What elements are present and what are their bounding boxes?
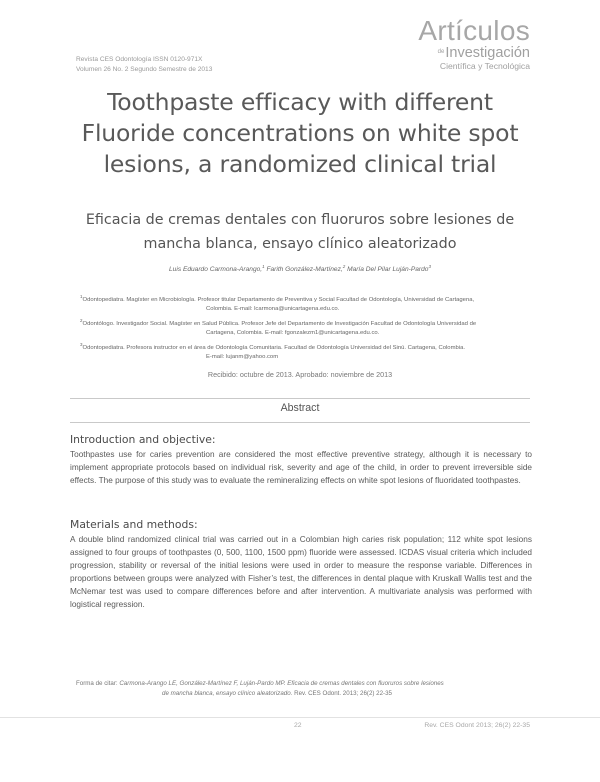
abstract-heading: Abstract <box>280 402 320 414</box>
author-mark: 1 <box>262 264 265 269</box>
title-line: lesions, a randomized clinical trial <box>103 150 497 178</box>
author-mark: 3 <box>428 264 431 269</box>
affiliation-email: E-mail: lujanm@yahoo.com <box>206 354 279 361</box>
journal-issn: Revista CES Odontología ISSN 0120-971X <box>76 56 203 63</box>
journal-info <box>76 55 212 75</box>
received-dates: Recibido: octubre de 2013. Aprobado: noviembre de 2013 <box>207 370 393 379</box>
citation-source: Rev. CES Odont. 2013; 26(2) 22-35 <box>292 689 393 697</box>
methods-heading: Materials and methods: <box>70 518 198 531</box>
affiliations <box>80 292 530 364</box>
brand-investigacion <box>418 45 530 60</box>
affiliation-text: Odontopediatra. Profesora instructor en el área de Odontología Comunitaria. Facultad de Odontología Universidad del Sinú. Cartagena, Colombia. <box>82 344 465 351</box>
author-mark: 2 <box>342 264 346 269</box>
affiliation-text: Odontopediatra. Magíster en Microbiología. Profesor titular Departamento de Preventiva y Social Facultad de Odontología, Universidad de Cartagena, <box>82 296 475 303</box>
methods-body: A double blind randomized clinical trial was carried out in a Colombian high caries risk population; 112 white spot lesions assigned to four groups of toothpastes (0, 500, 1100, 1500 ppm) fluoride were assessed. ICDAS visual criteria which included progression, stability or reversal of the initial lesions were used in order to measure the response variable. Differences in proportions between groups were analyzed with Fisher’s test, the differences in dental plaque with Kruskall Wallis test and the McNemar test was used to compare differences before and after intervention. A multivariate analysis was performed with logistical regression. <box>70 535 532 609</box>
citation-label: Forma de citar: <box>76 680 118 687</box>
title-line: Toothpaste efficacy with different <box>107 88 493 116</box>
citation-authors: Carmona-Arango LE, González-Martínez F, Luján-Pardo MP. Eficacia de cremas dentales con fluoruros sobre lesiones <box>119 680 444 687</box>
subtitle-line: mancha blanca, ensayo clínico aleatorizado <box>143 236 457 252</box>
affiliation <box>80 292 530 315</box>
footer-reference: Rev. CES Odont 2013; 26(2) 22-35 <box>424 722 530 729</box>
affiliation-email: Colombia. E-mail: lcarmona@unicartagena.edu.co. <box>206 306 340 313</box>
brand-articulos: Artículos <box>418 15 530 46</box>
abstract-rule-bottom <box>70 422 530 423</box>
article-title <box>60 87 540 180</box>
intro-body: Toothpastes use for caries prevention are considered the most effective preventive strategy, although it is necessary to implement appropriate protocols based on individual risk, severity and age of the child, in order to prevent irreversible side effects. The purpose of this study was to evaluate the remineralizing effects on white spot lesions of fluoridated toothpastes. <box>70 450 532 485</box>
citation-title: de mancha blanca, ensayo clínico aleatorizado. <box>162 689 293 697</box>
author-list <box>60 264 540 273</box>
intro-heading: Introduction and objective: <box>70 433 216 446</box>
page-number: 22 <box>294 722 302 729</box>
affiliation-text: Odontólogo. Investigador Social. Magíster en Salud Pública. Profesor Jefe del Departamento de Investigación Facultad de Odontología Universidad de <box>82 320 477 327</box>
brand-investigacion-text: Investigación <box>445 45 530 61</box>
footer-rule <box>0 717 600 718</box>
author-name: María Del Pilar Luján-Pardo <box>347 266 429 274</box>
author-name: Luis Eduardo Carmona-Arango, <box>169 266 263 274</box>
affiliation-email: Cartagena, Colombia. E-mail: fgonzalezm1@unicartagena.edu.co. <box>206 330 380 337</box>
title-line: Fluoride concentrations on white spot <box>81 119 519 147</box>
affiliation <box>80 340 530 363</box>
affiliation <box>80 316 530 339</box>
abstract-rule-top <box>70 398 530 399</box>
brand-de: de <box>437 49 445 55</box>
affiliation-mark: 1 <box>80 294 83 299</box>
affiliation-mark: 2 <box>80 317 83 323</box>
subtitle-line: Eficacia de cremas dentales con fluoruros sobre lesiones de <box>85 212 515 228</box>
affiliation-mark: 3 <box>80 341 83 347</box>
section-brand <box>418 16 530 72</box>
author-name: Farith González-Martínez, <box>266 266 343 274</box>
journal-volume: Volumen 26 No. 2 Segundo Semestre de 2013 <box>76 66 213 73</box>
citation <box>76 679 526 698</box>
article-subtitle <box>60 208 540 256</box>
citation-continuation <box>76 689 526 699</box>
brand-cientifica: Científica y Tecnológica <box>439 61 530 71</box>
